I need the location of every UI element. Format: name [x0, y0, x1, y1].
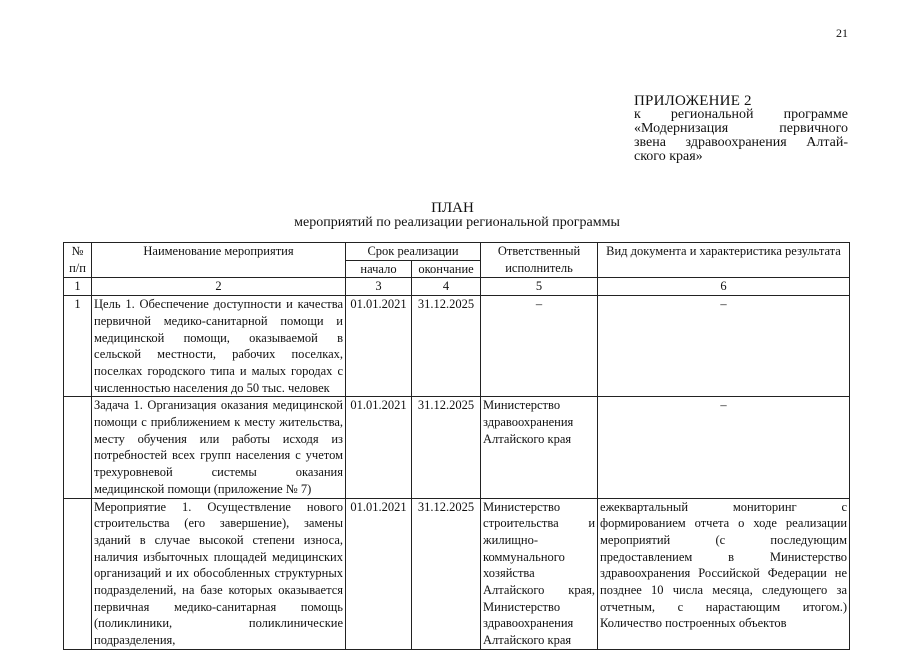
row-start: 01.01.2021 [346, 498, 412, 649]
header-end: окончание [412, 260, 481, 278]
row-executor: – [481, 296, 598, 397]
header-start: начало [346, 260, 412, 278]
header-result: Вид документа и характеристика результата [598, 243, 850, 278]
row-end: 31.12.2025 [412, 397, 481, 498]
row-name: Цель 1. Обеспечение доступности и качества первичной медико-санитарной помощи и медицинской помощи, оказываемой в сельской местности, рабочих поселках, поселках городского типа и малых городах с численностью населения до 50 тыс. человек [92, 296, 346, 397]
table-row [64, 296, 850, 397]
column-number: 3 [346, 278, 412, 296]
row-start: 01.01.2021 [346, 296, 412, 397]
plan-subtitle: мероприятий по реализации региональной программы [294, 215, 620, 230]
table-row [64, 397, 850, 498]
appendix-heading: ПРИЛОЖЕНИЕ 2 [634, 93, 752, 109]
column-number: 2 [92, 278, 346, 296]
table-row [64, 498, 850, 649]
appendix-line: звена здравоохранения Алтай- [634, 135, 848, 150]
plan-table [63, 242, 850, 650]
column-number: 1 [64, 278, 92, 296]
row-executor: Министерство здравоохранения Алтайского края [481, 397, 598, 498]
row-end: 31.12.2025 [412, 498, 481, 649]
appendix-line: к региональной программе [634, 107, 848, 122]
header-num: № п/п [64, 243, 92, 278]
column-number: 6 [598, 278, 850, 296]
row-start: 01.01.2021 [346, 397, 412, 498]
row-num [64, 498, 92, 649]
header-period: Срок реализации [346, 243, 481, 261]
column-number: 4 [412, 278, 481, 296]
row-result: – [598, 296, 850, 397]
row-num: 1 [64, 296, 92, 397]
row-executor: Министерство строительства и жилищно-коммунального хозяйства Алтайского края, Министерство здравоохранения Алтайского края [481, 498, 598, 649]
header-name: Наименование мероприятия [92, 243, 346, 278]
appendix-block [634, 94, 848, 164]
appendix-line: «Модернизация первичного [634, 121, 848, 136]
row-end: 31.12.2025 [412, 296, 481, 397]
column-number-row [64, 278, 850, 296]
row-name: Мероприятие 1. Осуществление нового строительства (его завершение), замены зданий в случае высокой степени износа, наличия избыточных площадей медицинских организаций и их обособленных структурных подразделений, на базе которых оказывается первичная медико-санитарная помощь (поликлиники, поликлинические подразделения, [92, 498, 346, 649]
table-header-row [64, 243, 850, 261]
column-number: 5 [481, 278, 598, 296]
plan-title: ПЛАН [431, 200, 474, 216]
appendix-line: ского края» [634, 149, 703, 164]
row-name: Задача 1. Организация оказания медицинской помощи с приближением к месту жительства, месту обучения или работы исходя из потребностей всех групп населения с учетом трехуровневой системы оказания медицинской помощи (приложение № 7) [92, 397, 346, 498]
row-num [64, 397, 92, 498]
row-result: – [598, 397, 850, 498]
header-executor: Ответственный исполнитель [481, 243, 598, 278]
row-result: ежеквартальный мониторинг с формированием отчета о ходе реализации мероприятий (с последующим предоставлением в Министерство здравоохранения Российской Федерации не позднее 10 числа месяца, следующего за отчетным, с нарастающим итогом.) Количество построенных объектов [598, 498, 850, 649]
page-number: 21 [836, 26, 848, 40]
